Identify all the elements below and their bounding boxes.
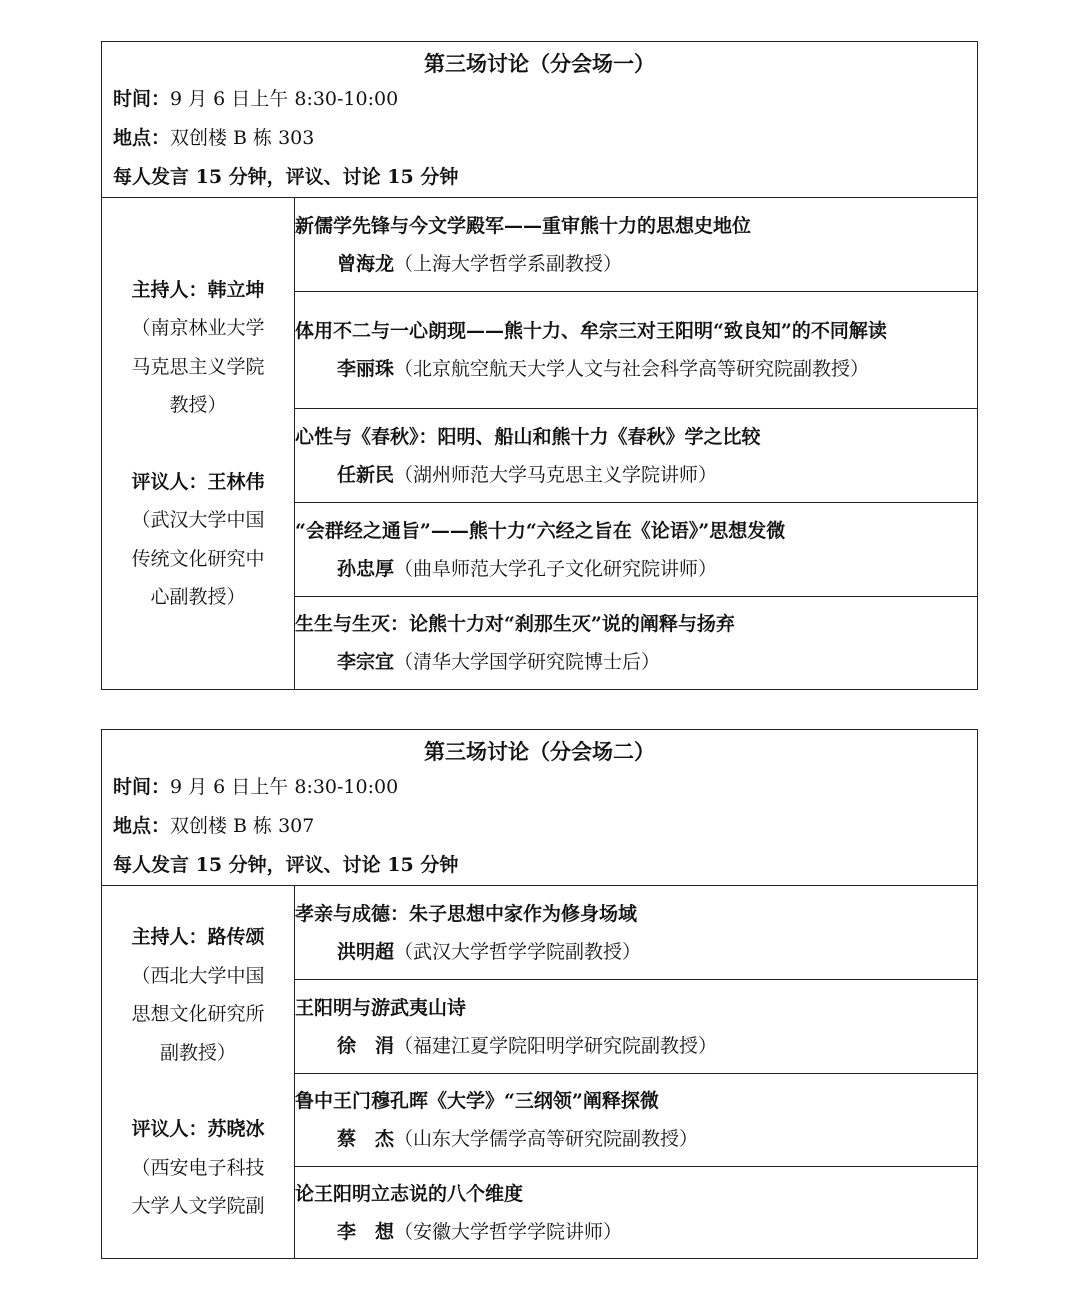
paper-author: [295, 245, 977, 283]
paper-title: 心性与《春秋》：阳明、船山和熊十力《春秋》学之比较: [295, 425, 761, 448]
time-label: 时间：: [113, 776, 171, 798]
host-affiliation-line: （南京林业大学: [131, 317, 265, 339]
author-affiliation: （曲阜师范大学孔子文化研究院讲师）: [394, 557, 718, 580]
paper-cell: [295, 503, 978, 597]
host-affiliation-line: 副教授）: [159, 1041, 236, 1064]
time-value: 9 月 6 日上午 8:30-10:00: [170, 776, 399, 798]
paper-author: [295, 1120, 977, 1158]
session-time: [102, 80, 977, 119]
author-affiliation: （山东大学儒学高等研究院副教授）: [394, 1128, 699, 1150]
paper-title: 生生与生灭：论熊十力对“刹那生灭”说的阐释与扬弃: [295, 613, 735, 635]
paper-author: [295, 550, 977, 588]
author-affiliation: （上海大学哲学系副教授）: [394, 252, 623, 275]
paper-title: 论王阳明立志说的八个维度: [295, 1182, 524, 1205]
host-affiliation-line: 思想文化研究所: [131, 1003, 265, 1026]
session-title: 第三场讨论（分会场一）: [424, 51, 655, 76]
commentator-role: 评议人：王林伟: [131, 470, 265, 493]
author-name: 曾海龙: [337, 252, 395, 275]
session-rule: 每人发言 15 分钟，评议、讨论 15 分钟: [113, 166, 459, 188]
author-affiliation: （福建江夏学院阳明学研究院副教授）: [394, 1034, 718, 1057]
session-header: [102, 730, 978, 886]
author-name: 李丽珠: [337, 358, 395, 380]
paper-author: [295, 933, 977, 971]
session-header: [102, 42, 978, 198]
author-affiliation: （武汉大学哲学学院副教授）: [394, 940, 642, 963]
chair-cell: [102, 198, 295, 690]
paper-cell: [295, 886, 978, 980]
session-place: [102, 119, 977, 158]
place-label: 地点：: [113, 127, 171, 149]
paper-title: 鲁中王门穆孔晖《大学》“三纲领”阐释探微: [295, 1090, 659, 1112]
paper-author: [295, 350, 977, 388]
session-rule: 每人发言 15 分钟，评议、讨论 15 分钟: [113, 854, 459, 876]
paper-cell: [295, 980, 978, 1074]
author-affiliation: （清华大学国学研究院博士后）: [394, 651, 661, 673]
author-name: 李宗宜: [337, 651, 395, 673]
commentator-affiliation-line: 大学人文学院副: [131, 1195, 265, 1218]
paper-title: “会群经之通旨”——熊十力“六经之旨在《论语》”思想发微: [295, 519, 786, 542]
host-role: 主持人：路传颂: [131, 926, 265, 949]
host-affiliation-line: 马克思主义学院: [131, 355, 265, 378]
author-name: 任新民: [337, 463, 395, 486]
paper-title: 体用不二与一心朗现——熊十力、牟宗三对王阳明“致良知”的不同解读: [295, 320, 887, 342]
paper-cell: [295, 292, 978, 409]
author-name: 孙忠厚: [337, 557, 395, 580]
commentator-role: 评议人：苏晓冰: [131, 1118, 265, 1141]
paper-cell: [295, 597, 978, 690]
author-name: 洪明超: [337, 940, 395, 963]
commentator-affiliation-line: 心副教授）: [150, 586, 246, 608]
paper-author: [295, 1213, 977, 1251]
time-value: 9 月 6 日上午 8:30-10:00: [170, 88, 399, 110]
paper-title: 王阳明与游武夷山诗: [295, 996, 467, 1019]
host-affiliation-line: 教授）: [169, 394, 227, 416]
time-label: 时间：: [113, 88, 171, 110]
chair-cell: [102, 886, 295, 1259]
author-affiliation: （北京航空航天大学人文与社会科学高等研究院副教授）: [394, 358, 870, 380]
paper-cell: [295, 1074, 978, 1167]
paper-author: [295, 1027, 977, 1065]
host-role: 主持人：韩立坤: [131, 278, 265, 301]
paper-title: 孝亲与成德：朱子思想中家作为修身场域: [295, 902, 638, 925]
author-name: 蔡 杰: [337, 1128, 395, 1150]
author-affiliation: （湖州师范大学马克思主义学院讲师）: [394, 463, 718, 486]
host-affiliation-line: （西北大学中国: [131, 964, 265, 987]
commentator-affiliation-line: （武汉大学中国: [131, 509, 265, 531]
paper-author: [295, 456, 977, 494]
commentator-affiliation-line: 传统文化研究中: [131, 547, 265, 570]
paper-cell: [295, 198, 978, 292]
paper-cell: [295, 1167, 978, 1259]
paper-author: [295, 643, 977, 681]
session-place: [102, 807, 977, 846]
place-value: 双创楼 B 栋 303: [170, 127, 315, 149]
author-affiliation: （安徽大学哲学学院讲师）: [394, 1220, 623, 1243]
place-label: 地点：: [113, 815, 171, 837]
author-name: 李 想: [337, 1220, 395, 1243]
session-title: 第三场讨论（分会场二）: [424, 739, 655, 764]
session-table-1: [101, 41, 978, 690]
author-name: 徐 涓: [337, 1034, 395, 1057]
session-time: [102, 768, 977, 807]
paper-cell: [295, 409, 978, 503]
session-table-2: [101, 729, 978, 1259]
paper-title: 新儒学先锋与今文学殿军——重审熊十力的思想史地位: [295, 214, 752, 237]
commentator-affiliation-line: （西安电子科技: [131, 1156, 265, 1179]
place-value: 双创楼 B 栋 307: [170, 815, 315, 837]
